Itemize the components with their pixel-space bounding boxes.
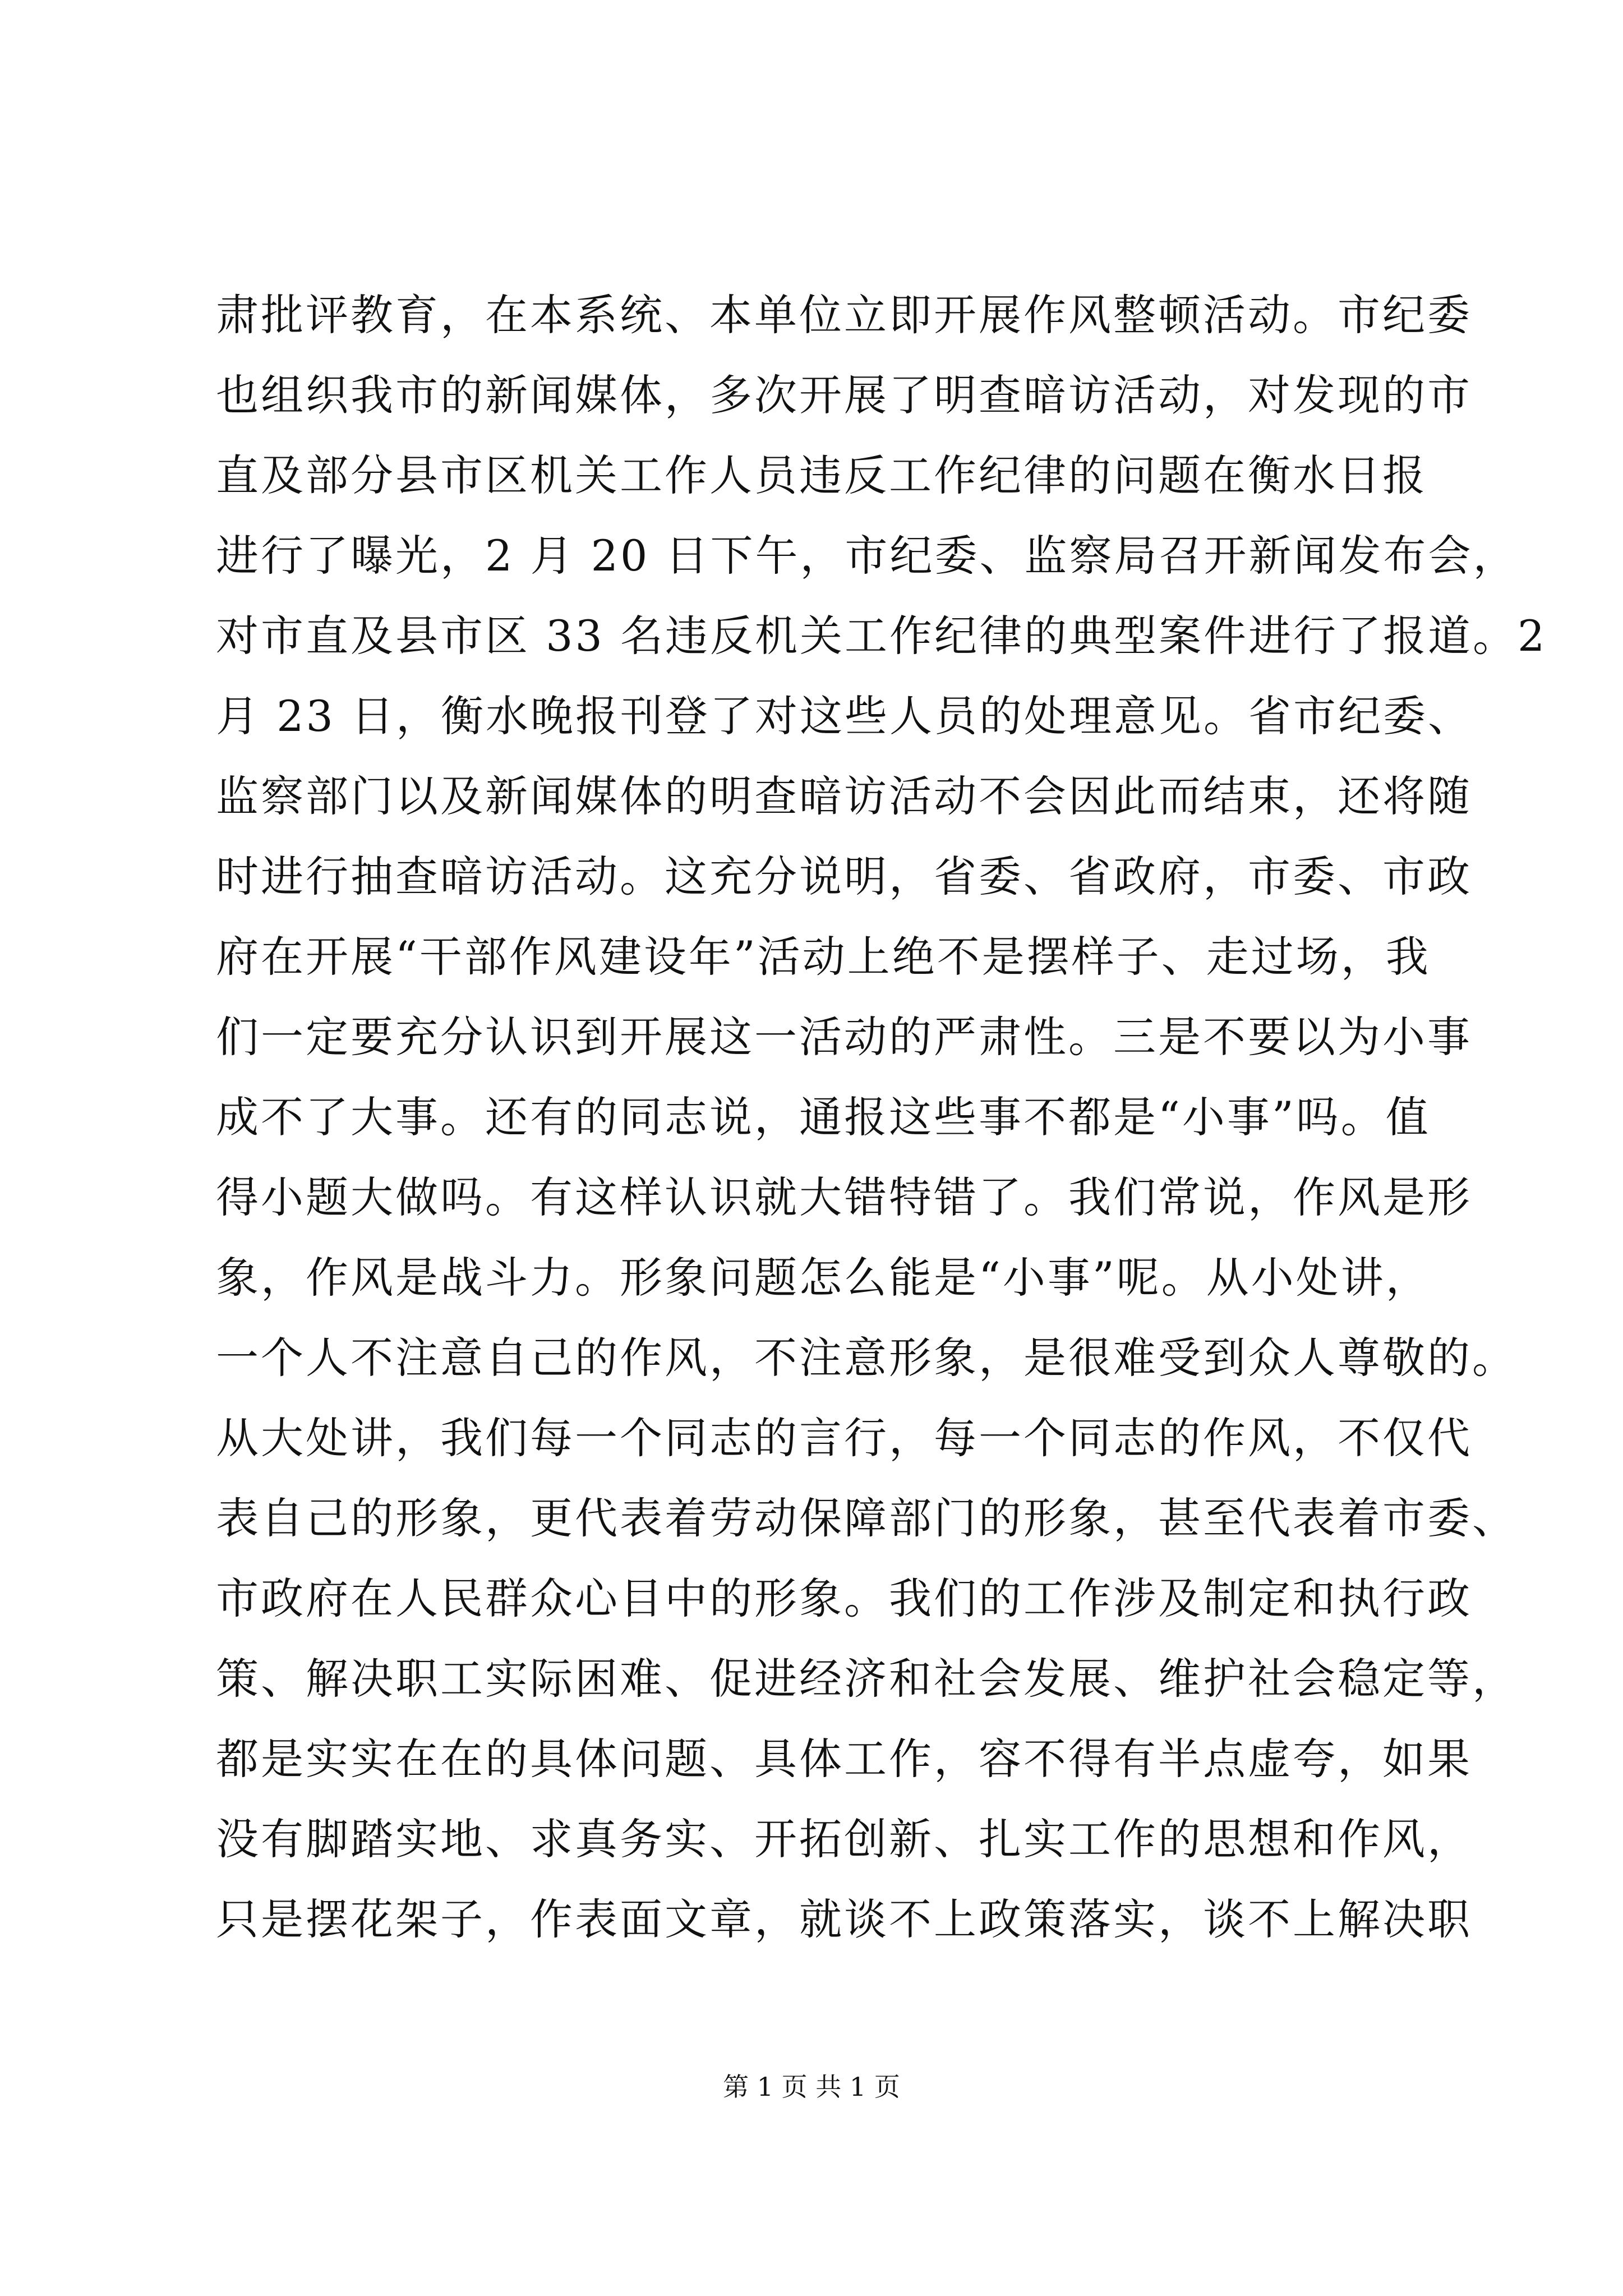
text-line: 都是实实在在的具体问题、具体工作，容不得有半点虚夸，如果 xyxy=(216,1734,1472,1784)
text-line: 从大处讲，我们每一个同志的言行，每一个同志的作风，不仅代 xyxy=(216,1413,1472,1463)
text-line: 没有脚踏实地、求真务实、开拓创新、扎实工作的思想和作风， xyxy=(216,1814,1472,1864)
text-line: 象，作风是战斗力。形象问题怎么能是“小事”呢。从小处讲， xyxy=(216,1253,1431,1303)
text-line: 市政府在人民群众心目中的形象。我们的工作涉及制定和执行政 xyxy=(216,1573,1472,1623)
text-line: 也组织我市的新闻媒体，多次开展了明查暗访活动，对发现的市 xyxy=(216,370,1472,420)
text-line: 表自己的形象，更代表着劳动保障部门的形象，甚至代表着市委、 xyxy=(216,1493,1517,1543)
text-line: 时进行抽查暗访活动。这充分说明，省委、省政府，市委、市政 xyxy=(216,852,1472,901)
text-line: 府在开展“干部作风建设年”活动上绝不是摆样子、走过场，我 xyxy=(216,932,1431,982)
text-line: 月 23 日，衡水晚报刊登了对这些人员的处理意见。省市纪委、 xyxy=(216,691,1473,741)
text-line: 直及部分县市区机关工作人员违反工作纪律的问题在衡水日报 xyxy=(216,450,1427,500)
text-line: 成不了大事。还有的同志说，通报这些事不都是“小事”吗。值 xyxy=(216,1092,1431,1142)
text-line: 策、解决职工实际困难、促进经济和社会发展、维护社会稳定等， xyxy=(216,1654,1517,1704)
text-line: 只是摆花架子，作表面文章，就谈不上政策落实，谈不上解决职 xyxy=(216,1894,1472,1944)
text-line: 进行了曝光，2 月 20 日下午，市纪委、监察局召开新闻发布会， xyxy=(216,531,1518,581)
text-line: 肃批评教育，在本系统、本单位立即开展作风整顿活动。市纪委 xyxy=(216,290,1472,340)
text-line: 们一定要充分认识到开展这一活动的严肃性。三是不要以为小事 xyxy=(216,1012,1472,1062)
text-line: 监察部门以及新闻媒体的明查暗访活动不会因此而结束，还将随 xyxy=(216,771,1472,821)
page-footer: 第 1 页 共 1 页 xyxy=(723,2072,900,2102)
text-line: 得小题大做吗。有这样认识就大错特错了。我们常说，作风是形 xyxy=(216,1172,1472,1222)
body-text xyxy=(216,275,1547,1959)
text-line: 一个人不注意自己的作风，不注意形象，是很难受到众人尊敬的。 xyxy=(216,1333,1517,1383)
text-line: 对市直及县市区 33 名违反机关工作纪律的典型案件进行了报道。2 xyxy=(216,611,1547,661)
